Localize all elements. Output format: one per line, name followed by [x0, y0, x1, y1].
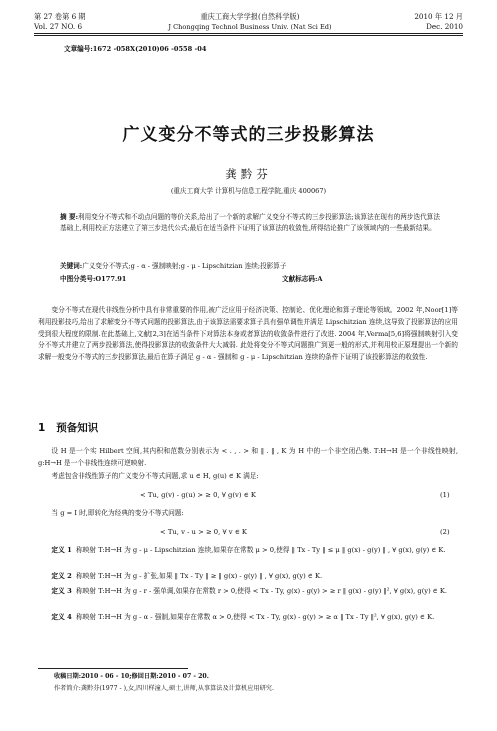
abstract [60, 212, 440, 233]
definition-2 [38, 571, 458, 583]
section-title: 预备知识 [56, 422, 99, 434]
equation-1-number: (1) [440, 491, 450, 499]
keywords-label: 关键词: [60, 262, 83, 270]
header-rule [34, 33, 463, 34]
definition-4 [38, 612, 458, 624]
date-en: Dec. 2010 [426, 22, 463, 31]
footnote-bio: 作者简介:龚黔芬(1977 - ),女,四川样潼人,硕士,讲师,从事算法及计算机应用研究. [54, 685, 274, 692]
equation-2-number: (2) [440, 528, 450, 536]
section-heading [38, 420, 98, 435]
header-rule-thin [34, 35, 463, 36]
keywords-text: 广义变分不等式;g - α - 强制映射;g - μ - Lipschitzian 连续;投影算子 [82, 262, 287, 270]
section-number: 1 [38, 422, 46, 434]
affiliation: (重庆工商大学 计算机与信息工程学院,重庆 400067) [170, 187, 327, 195]
definition-2-label: 定义 2 [51, 572, 72, 580]
date-info [414, 12, 463, 32]
definition-4-text: 称映射 T:H→H 为 g - α - 强制,如果存在常数 α > 0,使得 < Tx - Ty, g(x) - g(y) > ≥ α ‖ Tx - Ty ‖², ∀ g(x), g(y) ∈ K. [76, 613, 435, 621]
volume-cn: 第 27 卷第 6 期 [34, 12, 86, 21]
definition-3-label: 定义 3 [51, 587, 72, 595]
date-cn: 2010 年 12 月 [414, 12, 463, 21]
document-code: 文献标志码:A [282, 275, 323, 283]
definition-2-text: 称映射 T:H→H 为 g - 扩张,如果 ‖ Tx - Ty ‖ ≥ ‖ g(x) - g(y) ‖ , ∀ g(x), g(y) ∈ K. [76, 572, 323, 580]
section-paragraph-1: 设 H 是一个实 Hilbert 空间,其内积和范数分别表示为 < . , . > 和 ‖ . ‖ , K 为 H 中的一个非空闭凸集. T:H→H 是一个非线性映射, g:H→H 是一个非线性连续可逆映射. [38, 447, 458, 467]
intro-paragraph: 变分不等式在现代非线性分析中具有非常重要的作用,被广泛应用于经济决策、控制论、优化理论和算子理论等领域。2002 年,Noor[1]等利用投影技巧,给出了求解变分不等式问题的投影算法,由于该算法需要求算子具有强单调性并满足 Lipschitzian 连续,这导致了投影算法的应用受到很大程度的限制.在此基础上,文献[2,3]在适当条件下对算法本身或者算法的收敛条件进行了改进. 2004 年,Verma[5,6]将强制映射引入变分不等式并建立了两步投影算法,使得投影算法的收敛条件大大减弱. 此处将变分不等式问题推广到更一般的形式,并利用校正原理提出一个新的求解一般变分不等式的三步投影算法,最后在算子满足 g - α - 强制和 g - μ - Lipschitzian 连续的条件下证明了该投影算法的收敛性. [38, 306, 458, 362]
section-paragraph-2: 考虑包含非线性算子的广义变分不等式问题,求 u ∈ H, g(u) ∈ K 满足: [51, 472, 259, 480]
clc-number: 中图分类号:O177.91 [60, 275, 127, 283]
equation-2: < Tu, v - u > ≥ 0, ∀ v ∈ K [160, 528, 247, 536]
journal-en: J Chongqing Technol Business Univ. (Nat Sci Ed) [168, 23, 332, 31]
equation-1: < Tu, g(v) - g(u) > ≥ 0, ∀ g(v) ∈ K [140, 491, 256, 499]
definition-3-text: 称映射 T:H→H 为 g - r - 强单调,如果存在常数 r > 0,使得 < Tx - Ty, g(x) - g(y) > ≥ r ‖ g(x) - g(y) ‖², ∀ g(x), g(y) ∈ K. [76, 587, 448, 595]
journal-cn: 重庆工商大学学报(自然科学版) [200, 12, 300, 21]
definition-4-label: 定义 4 [51, 613, 72, 621]
section-paragraph-3: 当 g = I 时,即转化为经典的变分不等式问题: [51, 509, 184, 517]
keywords [60, 261, 440, 272]
journal-info [150, 12, 350, 32]
paper-title: 广义变分不等式的三步投影算法 [122, 125, 375, 145]
definition-3 [38, 586, 458, 598]
definition-1 [38, 545, 458, 557]
article-number: 文章编号:1672 -058X(2010)06 -0558 -04 [64, 45, 207, 53]
footnote-received: 收稿日期:2010 - 06 - 10;修回日期:2010 - 07 - 20. [54, 673, 209, 680]
volume-en: Vol. 27 NO. 6 [34, 22, 83, 31]
footnote-rule [38, 668, 188, 669]
volume-info [34, 12, 86, 32]
author-name: 龚黔芬 [225, 167, 272, 181]
definition-1-label: 定义 1 [51, 546, 72, 554]
definition-1-text: 称映射 T:H→H 为 g - μ - Lipschitzian 连续,如果存在常数 μ > 0,使得 ‖ Tx - Ty ‖ ≤ μ ‖ g(x) - g(y) ‖ , ∀ g(x), g(y) ∈ K. [76, 546, 446, 554]
abstract-label: 摘 要: [60, 213, 79, 221]
abstract-text: 利用变分不等式和不动点问题的等价关系,给出了一个新的求解广义变分不等式的三步投影算法;该算法在现有的两步迭代算法基础上,利用校正方法建立了第三步迭代公式;最后在适当条件下证明了该算法的收敛性,所得结论推广了该领域内的一些最新结果。 [60, 213, 440, 232]
